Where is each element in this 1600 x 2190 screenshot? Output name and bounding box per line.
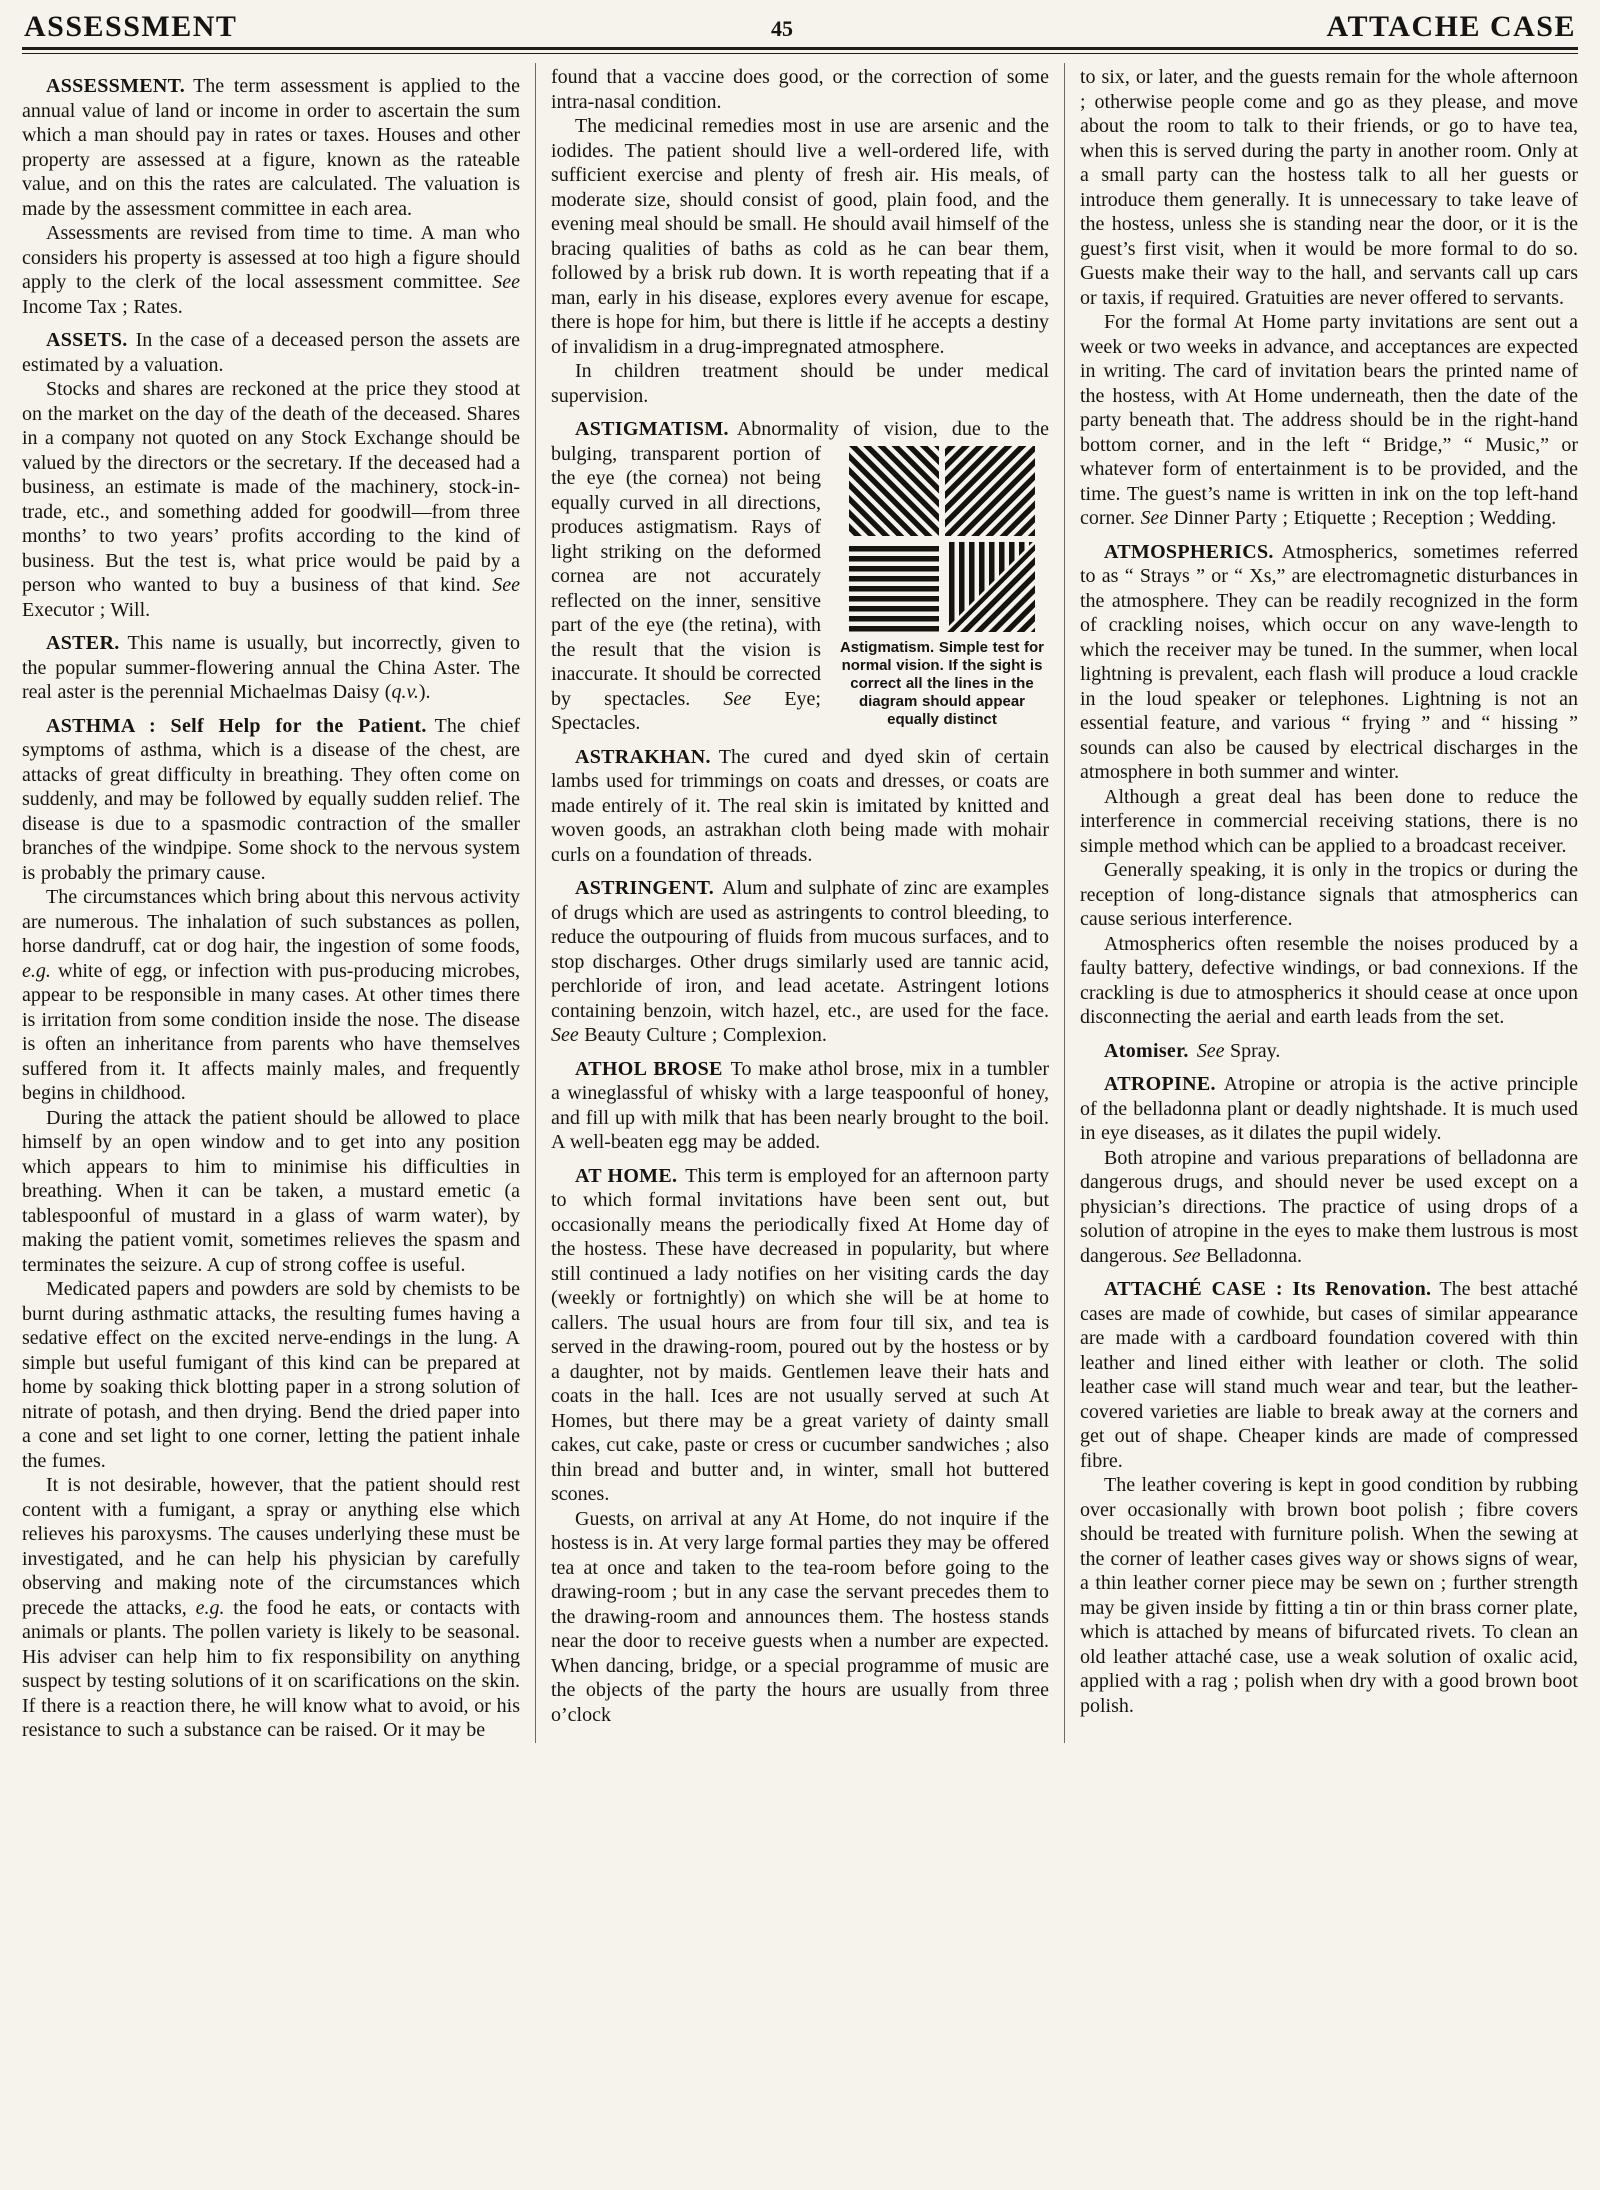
column-1: [22, 63, 535, 1743]
column-3: [1064, 63, 1578, 1743]
paragraph: Generally speaking, it is only in the tropics or during the reception of long-distance signals that atmospherics can cause serious interference.: [1080, 859, 1578, 930]
entry-paragraph: ATHOL BROSE To make athol brose, mix in a tumbler a wineglassful of whisky with a large teaspoonful of honey, and fill up with milk that has been nearly brought to the boil. A well-beaten egg may be added.: [551, 1057, 1049, 1153]
entry-paragraph: AT HOME. This term is employed for an afternoon party to which formal invitations have been sent out, but occasionally means the periodically fixed At Home day of the hostess. These have decreased in popularity, but where still continued a lady notifies on her visiting cards the day (weekly or fortnightly) on which she will be at home to callers. The usual hours are from four till six, and tea is served in the drawing-room, poured out by the hostess or by a daughter, not by maids. Gentlemen leave their hats and coats in the hall. Ices are not usually served at such At Homes, but there may be a great variety of dainty small cakes, cut cake, paste or cress or cucumber sandwiches ; also thin bread and butter and, in winter, small hot buttered scones.: [551, 1164, 1049, 1505]
figure-caption: Astigmatism. Simple test for normal vision. If the sight is correct all the lines in the diagram should appear equally distinct: [839, 638, 1045, 728]
entry-heading: ASSESSMENT.: [46, 75, 186, 97]
paragraph: The medicinal remedies most in use are arsenic and the iodides. The patient should live a well-ordered life, with sufficient exercise and plenty of fresh air. His meals, of moderate size, should consist of good, plain food, and the evening meal should be small. He should avail himself of the bracing qualities of baths as cold as he can bear them, followed by a brisk rub down. It is worth repeating that if a man, early in his disease, explores every avenue for escape, there is hope for him, but there is little if he accepts a destiny of invalidism in a drug-impregnated atmosphere.: [551, 115, 1049, 358]
italic-text: See: [551, 1024, 579, 1046]
italic-text: See: [492, 574, 520, 596]
italic-text: e.g.: [195, 1596, 225, 1619]
astigmatism-diagram-icon: [849, 446, 1035, 632]
entry-heading: ASTRAKHAN.: [575, 745, 711, 768]
entry-paragraph: ASTER. This name is usually, but incorrectly, given to the popular summer-flowering annual the China Aster. The real aster is the perennial Michaelmas Daisy (q.v.).: [22, 632, 520, 703]
running-head-right: ATTACHE CASE: [1326, 10, 1576, 43]
italic-text: See: [492, 271, 520, 293]
entry-heading: AT HOME.: [575, 1164, 678, 1187]
running-head: [22, 8, 1578, 44]
entry-heading: ATROPINE.: [1104, 1073, 1216, 1095]
paragraph: The leather covering is kept in good condition by rubbing over occasionally with brown boot polish ; fibre covers should be treated with furniture polish. When the sewing at the corner of leather cases gives way or shows signs of wear, a thin leather corner piece may be sewn on ; further strength may be given inside by fitting a tin or thin brass corner plate, which is attached by means of bifurcated rivets. To clean an old leather attaché case, use a weak solution of oxalic acid, applied with a rag ; polish when dry with a good brown boot polish.: [1080, 1474, 1578, 1717]
entry-paragraph: ASTRINGENT. Alum and sulphate of zinc are examples of drugs which are used as astringents to control bleeding, to reduce the outpouring of fluids from mucous surfaces, and to stop discharges. Other drugs similarly used are tannic acid, perchloride of iron, and lead acetate. Astringent lotions containing benzoin, witch hazel, etc., are used for the face. See Beauty Culture ; Complexion.: [551, 877, 1049, 1046]
paragraph: Guests, on arrival at any At Home, do not inquire if the hostess is in. At very large formal parties they may be offered tea at once and taken to the tea-room before going to the drawing-room ; but in any case the servant precedes them to the drawing-room and announces them. The hostess stands near the door to receive guests when a number are expected. When dancing, bridge, or a special programme of music are the objects of the party the hours are usually from three o’clock: [551, 1507, 1049, 1726]
entry-heading: ATMOSPHERICS.: [1104, 540, 1274, 563]
entry-heading: ASSETS.: [46, 329, 128, 351]
paragraph: found that a vaccine does good, or the correction of some intra-nasal condition.: [551, 66, 1049, 113]
entry-paragraph: ASTIGMATISM. Abnormality of vision, due to the bulging, transparent portion of Astigmatism. Simple test for normal vision. If the sight is correct all the lines in the diagram should appear equally distinct the eye (the cornea) not being equally curved in all directions, produces astigmatism. Rays of light striking on the deformed cornea are not accurately reflected on the inner, sensitive part of the eye (the retina), with the result that the vision is inaccurate. It should be corrected by spectacles. See Eye; Spectacles.: [551, 418, 1049, 734]
entry-heading: ATHOL BROSE: [575, 1057, 723, 1080]
entry-heading: ATTACHÉ CASE : Its Renovation.: [1104, 1278, 1432, 1300]
italic-text: See: [1196, 1039, 1225, 1062]
paragraph: In children treatment should be under medical supervision.: [551, 360, 1049, 407]
paragraph: Medicated papers and powders are sold by chemists to be burnt during asthmatic attacks, the resulting fumes having a sedative effect on the excited nerve-endings in the lung. A simple but useful fumigant of this kind can be prepared at home by soaking thick blotting paper in a strong solution of nitrate of potash, and then drying. Bend the dried paper into a cone and set light to one corner, letting the patient inhale the fumes.: [22, 1278, 520, 1472]
paragraph: Both atropine and various preparations of belladonna are dangerous drugs, and should never be used except on a physician’s directions. The practice of using drops of a solution of atropine in the eyes to make them lustrous is most dangerous. See Belladonna.: [1080, 1146, 1578, 1267]
entry-paragraph: ATROPINE. Atropine or atropia is the active principle of the belladonna plant or deadly nightshade. It is much used in eye diseases, as it dilates the pupil widely.: [1080, 1073, 1578, 1144]
entry-paragraph: ASSETS. In the case of a deceased person the assets are estimated by a valuation.: [22, 329, 520, 376]
entry-paragraph: ASSESSMENT. The term assessment is applied to the annual value of land or income in order to ascertain the sum which a man should pay in rates or taxes. Houses and other property are assessed at a figure, known as the rateable value, and on this the rates are calculated. The valuation is made by the assessment committee in each area.: [22, 75, 520, 220]
paragraph: Although a great deal has been done to reduce the interference in commercial receiving stations, there is no simple method which can be applied to a broadcast receiver.: [1080, 785, 1578, 857]
italic-text: See: [1140, 507, 1169, 529]
italic-text: e.g.: [22, 959, 51, 982]
entry-paragraph: Atomiser. See Spray.: [1104, 1039, 1281, 1062]
paragraph: It is not desirable, however, that the patient should rest content with a fumigant, a spray or anything else which relieves his paroxysms. The causes underlying these must be investigated, and he can help his physician by carefully observing and making note of the circumstances which precede the attacks, e.g. the food he eats, or contacts with animals or plants. The pollen variety is likely to be seasonal. His adviser can help him to fix responsibility on anything suspect by testing solutions of it on scarifications on the skin. If there is a reaction there, he will know what to avoid, or his resistance to such a substance can be raised. Or it may be: [22, 1474, 520, 1741]
italic-text: See: [1172, 1244, 1201, 1267]
paragraph: Assessments are revised from time to time. A man who considers his property is assessed at too high a figure should apply to the clerk of the local assessment committee. See Income Tax ; Rates.: [22, 222, 520, 318]
paragraph: Stocks and shares are reckoned at the price they stood at on the market on the day of the death of the deceased. Shares in a company not quoted on any Stock Exchange should be valued by the directors or the secretary. If the deceased had a business, an estimate is made of the machinery, stock-in-trade, etc., and something added for goodwill—from three months’ to two years’ profits according to the kind of business. But the test is, what price would be paid by a person who wanted to buy a business of that kind. See Executor ; Will.: [22, 378, 520, 621]
page-number: 45: [770, 16, 793, 41]
entry-paragraph: ATTACHÉ CASE : Its Renovation. The best attaché cases are made of cowhide, but cases of similar appearance are made with a cardboard foundation covered with thin leather and lined either with leather or cloth. The solid leather case will stand much wear and tear, but the leather-covered varieties are liable to break away at the corners and get out of shape. Cheaper kinds are made of compressed fibre.: [1080, 1278, 1578, 1472]
astigmatism-figure: [835, 446, 1049, 729]
paragraph: The circumstances which bring about this nervous activity are numerous. The inhalation of such substances as pollen, horse dandruff, cat or dog hair, the ingestion of some foods, e.g. white of egg, or infection with pus-producing microbes, appear to be responsible in many cases. At other times there is irritation from some condition inside the nose. The disease is often an inheritance from parents who have themselves suffered from it. It affects mainly males, and frequently begins in childhood.: [22, 886, 520, 1104]
paragraph: During the attack the patient should be allowed to place himself by an open window and to get into any position which appears to him to minimise his difficulties in breathing. When it can be taken, a mustard emetic (a tablespoonful of mustard in a glass of warm water), by making the patient vomit, sometimes relieves the spasm and terminates the seizure. A cup of strong coffee is useful.: [22, 1106, 520, 1276]
entry-paragraph: ATMOSPHERICS. Atmospherics, sometimes referred to as “ Strays ” or “ Xs,” are electromagnetic disturbances in the atmosphere. They can be readily recognized in the form of crackling noises, which occur on any wave-length to which the receiver may be tuned. In the summer, when local lightning is prevalent, each flash will produce a loud crackle in the loud speaker or telephones. Lightning is not an essential feature, and various “ frying ” and “ hissing ” sounds can also be caused by electrical discharges in the atmosphere in both summer and winter.: [1080, 540, 1578, 783]
entry-paragraph: ASTHMA : Self Help for the Patient. The chief symptoms of asthma, which is a disease of the chest, are attacks of great difficulty in breathing. They often come on suddenly, and may be followed by equally sudden relief. The disease is due to a spasmodic contraction of the smaller branches of the windpipe. Some shock to the nervous system is probably the primary cause.: [22, 714, 520, 884]
paragraph: For the formal At Home party invitations are sent out a week or two weeks in advance, and acceptances are expected in writing. The card of invitation bears the printed name of the hostess, with At Home underneath, then the date of the party beneath that. The address should be in the right-hand bottom corner, and in the left “ Bridge,” “ Music,” or whatever form of entertainment is to be provided, and the time. The guest’s name is written in ink on the top left-hand corner. See Dinner Party ; Etiquette ; Reception ; Wedding.: [1080, 311, 1578, 529]
entry-heading: Atomiser.: [1104, 1039, 1189, 1062]
italic-text: q.v.: [391, 681, 419, 703]
entry-heading: ASTHMA : Self Help for the Patient.: [46, 714, 427, 737]
column-2: [535, 63, 1064, 1743]
entry-heading: ASTRINGENT.: [575, 877, 715, 899]
entry-heading: ASTER.: [46, 632, 120, 654]
entry-paragraph: ASTRAKHAN. The cured and dyed skin of certain lambs used for trimmings on coats and dresses, or coats are made entirely of it. The real skin is imitated by knitted and woven goods, an astrakhan cloth being made with mohair curls on a foundation of threads.: [551, 745, 1049, 866]
paragraph: to six, or later, and the guests remain for the whole afternoon ; otherwise people come and go as they please, and move about the room to talk to their friends, or go to have tea, when this is served during the party in another room. Only at a small party can the hostess talk to all her guests or introduce them generally. It is unnecessary to take leave of the hostess, unless she is standing near the door, or it is the guest’s first visit, when it would be more formal to do so. Guests make their way to the hall, and servants call up cars or taxis, if required. Gratuities are never offered to servants.: [1080, 66, 1578, 309]
text-columns: [22, 63, 1578, 1743]
header-rule: [22, 47, 1578, 54]
paragraph: Atmospherics often resemble the noises produced by a faulty battery, defective windings, or bad connexions. If the crackling is due to atmospherics it should cease at once upon disconnecting the aerial and earth leads from the set.: [1080, 932, 1578, 1028]
italic-text: See: [723, 687, 752, 710]
entry-heading: ASTIGMATISM.: [575, 418, 729, 440]
running-head-left: ASSESSMENT: [24, 10, 238, 43]
